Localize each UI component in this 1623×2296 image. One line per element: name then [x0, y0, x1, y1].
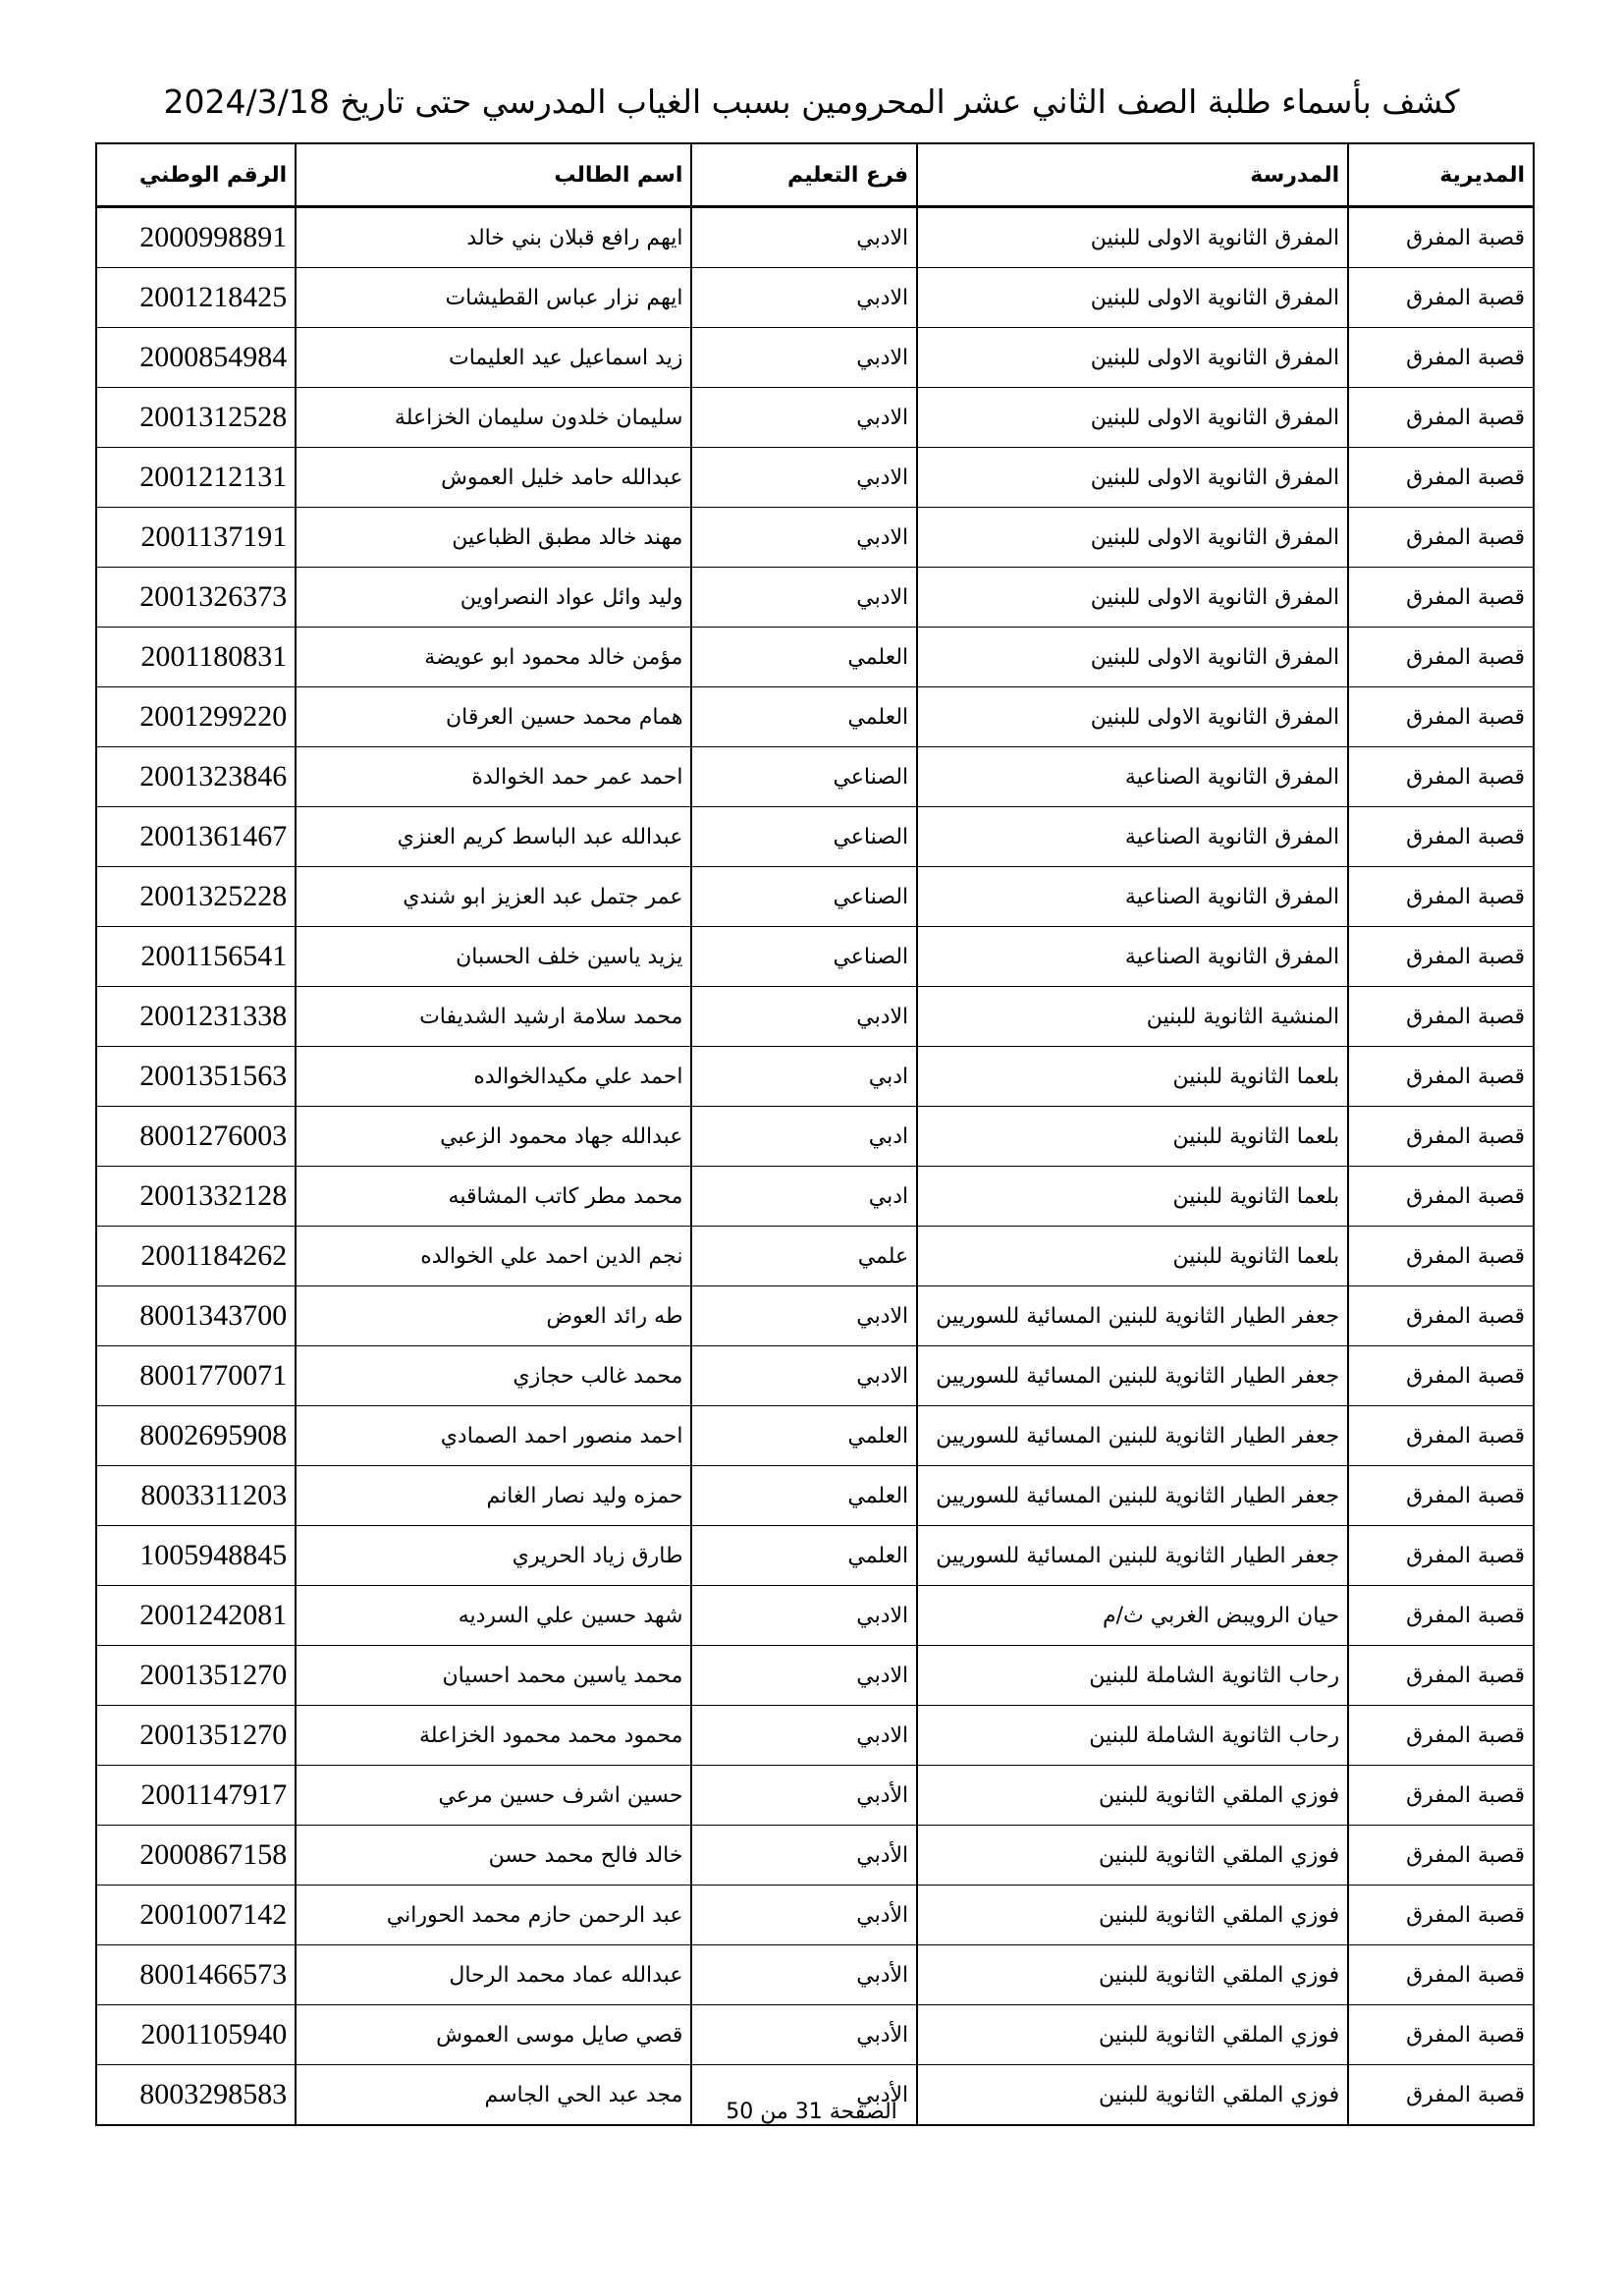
cell-student-name: شهد حسين علي السرديه: [296, 1586, 691, 1646]
cell-national-id: 2001351270: [96, 1646, 296, 1706]
cell-branch: علمي: [691, 1227, 917, 1286]
cell-directorate: قصبة المفرق: [1348, 1466, 1534, 1526]
cell-branch: الأدبي: [691, 2005, 917, 2065]
table-row: [96, 1406, 1534, 1466]
cell-school: جعفر الطيار الثانوية للبنين المسائية للسوريين: [917, 1526, 1348, 1586]
cell-student-name: يزيد ياسين خلف الحسبان: [296, 927, 691, 987]
table-row: [96, 807, 1534, 867]
cell-directorate: قصبة المفرق: [1348, 1826, 1534, 1886]
cell-national-id: 2001312528: [96, 388, 296, 448]
cell-directorate: قصبة المفرق: [1348, 1706, 1534, 1766]
cell-student-name: ايهم رافع قبلان بني خالد: [296, 207, 691, 268]
header-school: المدرسة: [917, 143, 1348, 207]
cell-national-id: 2001323846: [96, 747, 296, 807]
table-row: [96, 927, 1534, 987]
cell-branch: الأدبي: [691, 1886, 917, 1945]
table-row: [96, 207, 1534, 268]
cell-national-id: 2001332128: [96, 1167, 296, 1227]
cell-national-id: 2001351270: [96, 1706, 296, 1766]
cell-school: فوزي الملقي الثانوية للبنين: [917, 1826, 1348, 1886]
cell-student-name: عبد الرحمن حازم محمد الحوراني: [296, 1886, 691, 1945]
cell-student-name: حسين اشرف حسين مرعي: [296, 1766, 691, 1826]
table-row: [96, 1706, 1534, 1766]
cell-directorate: قصبة المفرق: [1348, 1766, 1534, 1826]
cell-directorate: قصبة المفرق: [1348, 1107, 1534, 1167]
table-row: [96, 1826, 1534, 1886]
cell-directorate: قصبة المفرق: [1348, 2005, 1534, 2065]
table-row: [96, 628, 1534, 687]
cell-branch: الادبي: [691, 987, 917, 1047]
table-row: [96, 508, 1534, 568]
cell-school: بلعما الثانوية للبنين: [917, 1167, 1348, 1227]
cell-national-id: 1005948845: [96, 1526, 296, 1586]
cell-school: المفرق الثانوية الصناعية: [917, 807, 1348, 867]
cell-national-id: 2000998891: [96, 207, 296, 268]
cell-school: فوزي الملقي الثانوية للبنين: [917, 1886, 1348, 1945]
cell-branch: الادبي: [691, 1346, 917, 1406]
cell-school: جعفر الطيار الثانوية للبنين المسائية للسوريين: [917, 1346, 1348, 1406]
cell-directorate: قصبة المفرق: [1348, 1886, 1534, 1945]
table-row: [96, 1286, 1534, 1346]
cell-student-name: مهند خالد مطبق الظباعين: [296, 508, 691, 568]
table-row: [96, 1766, 1534, 1826]
cell-student-name: محمد غالب حجازي: [296, 1346, 691, 1406]
cell-school: فوزي الملقي الثانوية للبنين: [917, 1766, 1348, 1826]
cell-directorate: قصبة المفرق: [1348, 1406, 1534, 1466]
header-national-id: الرقم الوطني: [96, 143, 296, 207]
table-row: [96, 867, 1534, 927]
cell-national-id: 2001326373: [96, 568, 296, 628]
cell-student-name: مؤمن خالد محمود ابو عويضة: [296, 628, 691, 687]
cell-branch: الادبي: [691, 268, 917, 328]
cell-school: جعفر الطيار الثانوية للبنين المسائية للسوريين: [917, 1286, 1348, 1346]
cell-school: بلعما الثانوية للبنين: [917, 1227, 1348, 1286]
cell-branch: ادبي: [691, 1047, 917, 1107]
cell-directorate: قصبة المفرق: [1348, 1526, 1534, 1586]
table-row: [96, 1466, 1534, 1526]
cell-national-id: 2001231338: [96, 987, 296, 1047]
cell-school: المفرق الثانوية الاولى للبنين: [917, 328, 1348, 388]
table-row: [96, 687, 1534, 747]
cell-directorate: قصبة المفرق: [1348, 927, 1534, 987]
cell-student-name: طارق زياد الحريري: [296, 1526, 691, 1586]
cell-student-name: عبدالله عماد محمد الرحال: [296, 1945, 691, 2005]
table-row: [96, 1047, 1534, 1107]
table-row: [96, 268, 1534, 328]
cell-school: جعفر الطيار الثانوية للبنين المسائية للسوريين: [917, 1466, 1348, 1526]
cell-school: المفرق الثانوية الصناعية: [917, 747, 1348, 807]
cell-directorate: قصبة المفرق: [1348, 867, 1534, 927]
cell-branch: الأدبي: [691, 1826, 917, 1886]
cell-directorate: قصبة المفرق: [1348, 207, 1534, 268]
cell-school: المفرق الثانوية الاولى للبنين: [917, 628, 1348, 687]
cell-school: جعفر الطيار الثانوية للبنين المسائية للسوريين: [917, 1406, 1348, 1466]
cell-branch: الادبي: [691, 568, 917, 628]
cell-directorate: قصبة المفرق: [1348, 328, 1534, 388]
cell-branch: الادبي: [691, 207, 917, 268]
cell-student-name: خالد فالح محمد حسن: [296, 1826, 691, 1886]
table-row: [96, 328, 1534, 388]
cell-national-id: 2001007142: [96, 1886, 296, 1945]
cell-directorate: قصبة المفرق: [1348, 388, 1534, 448]
cell-school: فوزي الملقي الثانوية للبنين: [917, 1945, 1348, 2005]
cell-directorate: قصبة المفرق: [1348, 1047, 1534, 1107]
table-row: [96, 1346, 1534, 1406]
cell-directorate: قصبة المفرق: [1348, 568, 1534, 628]
cell-national-id: 8001770071: [96, 1346, 296, 1406]
cell-branch: الصناعي: [691, 867, 917, 927]
cell-branch: الأدبي: [691, 1766, 917, 1826]
cell-student-name: حمزه وليد نصار الغانم: [296, 1466, 691, 1526]
table-row: [96, 747, 1534, 807]
cell-branch: الادبي: [691, 328, 917, 388]
cell-directorate: قصبة المفرق: [1348, 747, 1534, 807]
cell-national-id: 2001105940: [96, 2005, 296, 2065]
cell-school: فوزي الملقي الثانوية للبنين: [917, 2065, 1348, 2126]
table-row: [96, 2005, 1534, 2065]
table-row: [96, 568, 1534, 628]
cell-school: المنشية الثانوية للبنين: [917, 987, 1348, 1047]
header-name: اسم الطالب: [296, 143, 691, 207]
cell-student-name: مجد عبد الحي الجاسم: [296, 2065, 691, 2126]
cell-directorate: قصبة المفرق: [1348, 1227, 1534, 1286]
cell-national-id: 2000867158: [96, 1826, 296, 1886]
cell-national-id: 2001325228: [96, 867, 296, 927]
cell-national-id: 2001147917: [96, 1766, 296, 1826]
cell-national-id: 2001156541: [96, 927, 296, 987]
cell-student-name: عبدالله جهاد محمود الزعبي: [296, 1107, 691, 1167]
cell-national-id: 8003311203: [96, 1466, 296, 1526]
cell-branch: العلمي: [691, 1406, 917, 1466]
cell-branch: الادبي: [691, 388, 917, 448]
cell-student-name: زيد اسماعيل عيد العليمات: [296, 328, 691, 388]
cell-school: المفرق الثانوية الاولى للبنين: [917, 268, 1348, 328]
cell-student-name: عمر جتمل عبد العزيز ابو شندي: [296, 867, 691, 927]
cell-school: المفرق الثانوية الاولى للبنين: [917, 687, 1348, 747]
cell-school: حيان الرويبض الغربي ث/م: [917, 1586, 1348, 1646]
cell-school: المفرق الثانوية الاولى للبنين: [917, 207, 1348, 268]
cell-directorate: قصبة المفرق: [1348, 1167, 1534, 1227]
cell-school: المفرق الثانوية الاولى للبنين: [917, 388, 1348, 448]
cell-student-name: ايهم نزار عباس القطيشات: [296, 268, 691, 328]
table-row: [96, 1227, 1534, 1286]
cell-branch: الادبي: [691, 1706, 917, 1766]
cell-branch: الصناعي: [691, 807, 917, 867]
cell-national-id: 2001218425: [96, 268, 296, 328]
table-row: [96, 987, 1534, 1047]
cell-directorate: قصبة المفرق: [1348, 807, 1534, 867]
table-row: [96, 1646, 1534, 1706]
cell-national-id: 2000854984: [96, 328, 296, 388]
cell-branch: العلمي: [691, 1466, 917, 1526]
cell-school: المفرق الثانوية الصناعية: [917, 927, 1348, 987]
cell-directorate: قصبة المفرق: [1348, 1586, 1534, 1646]
cell-student-name: محمد ياسين محمد احسيان: [296, 1646, 691, 1706]
cell-directorate: قصبة المفرق: [1348, 1286, 1534, 1346]
cell-student-name: محمد مطر كاتب المشاقبه: [296, 1167, 691, 1227]
table-row: [96, 1167, 1534, 1227]
cell-national-id: 2001299220: [96, 687, 296, 747]
cell-branch: ادبي: [691, 1107, 917, 1167]
cell-branch: العلمي: [691, 1526, 917, 1586]
cell-branch: الادبي: [691, 1586, 917, 1646]
cell-school: بلعما الثانوية للبنين: [917, 1107, 1348, 1167]
cell-branch: الأدبي: [691, 1945, 917, 2005]
table-row: [96, 1526, 1534, 1586]
cell-school: المفرق الثانوية الصناعية: [917, 867, 1348, 927]
header-branch: فرع التعليم: [691, 143, 917, 207]
cell-national-id: 8001276003: [96, 1107, 296, 1167]
cell-student-name: محمد سلامة ارشيد الشديفات: [296, 987, 691, 1047]
cell-directorate: قصبة المفرق: [1348, 2065, 1534, 2126]
cell-national-id: 8001343700: [96, 1286, 296, 1346]
cell-national-id: 2001184262: [96, 1227, 296, 1286]
cell-branch: الصناعي: [691, 747, 917, 807]
cell-student-name: طه رائد العوض: [296, 1286, 691, 1346]
cell-branch: العلمي: [691, 628, 917, 687]
cell-national-id: 2001361467: [96, 807, 296, 867]
cell-student-name: سليمان خلدون سليمان الخزاعلة: [296, 388, 691, 448]
header-directorate: المديرية: [1348, 143, 1534, 207]
cell-national-id: 2001180831: [96, 628, 296, 687]
cell-directorate: قصبة المفرق: [1348, 687, 1534, 747]
cell-directorate: قصبة المفرق: [1348, 1346, 1534, 1406]
table-body: [96, 207, 1534, 2126]
cell-branch: الأدبي: [691, 2065, 917, 2126]
cell-school: المفرق الثانوية الاولى للبنين: [917, 568, 1348, 628]
cell-national-id: 8003298583: [96, 2065, 296, 2126]
cell-student-name: وليد وائل عواد النصراوين: [296, 568, 691, 628]
cell-branch: الادبي: [691, 1286, 917, 1346]
cell-national-id: 2001137191: [96, 508, 296, 568]
cell-directorate: قصبة المفرق: [1348, 508, 1534, 568]
cell-school: رحاب الثانوية الشاملة للبنين: [917, 1646, 1348, 1706]
cell-student-name: همام محمد حسين العرقان: [296, 687, 691, 747]
cell-national-id: 2001351563: [96, 1047, 296, 1107]
cell-student-name: احمد علي مكيدالخوالده: [296, 1047, 691, 1107]
document-title: كشف بأسماء طلبة الصف الثاني عشر المحرومين بسبب الغياب المدرسي حتى تاريخ 2024/3/18: [163, 82, 1460, 121]
cell-school: المفرق الثانوية الاولى للبنين: [917, 508, 1348, 568]
cell-national-id: 8002695908: [96, 1406, 296, 1466]
cell-branch: ادبي: [691, 1167, 917, 1227]
cell-branch: الادبي: [691, 508, 917, 568]
table-header-row: [96, 143, 1534, 207]
cell-branch: الصناعي: [691, 927, 917, 987]
page-number: الصفحة 31 من 50: [726, 2100, 897, 2124]
cell-student-name: احمد عمر حمد الخوالدة: [296, 747, 691, 807]
cell-school: فوزي الملقي الثانوية للبنين: [917, 2005, 1348, 2065]
cell-student-name: احمد منصور احمد الصمادي: [296, 1406, 691, 1466]
cell-student-name: قصي صايل موسى العموش: [296, 2005, 691, 2065]
cell-student-name: نجم الدين احمد علي الخوالده: [296, 1227, 691, 1286]
cell-school: بلعما الثانوية للبنين: [917, 1047, 1348, 1107]
cell-student-name: محمود محمد محمود الخزاعلة: [296, 1706, 691, 1766]
cell-directorate: قصبة المفرق: [1348, 987, 1534, 1047]
table-row: [96, 1107, 1534, 1167]
cell-directorate: قصبة المفرق: [1348, 1646, 1534, 1706]
cell-branch: الادبي: [691, 448, 917, 508]
table-row: [96, 1945, 1534, 2005]
cell-branch: العلمي: [691, 687, 917, 747]
cell-branch: الادبي: [691, 1646, 917, 1706]
cell-national-id: 2001242081: [96, 1586, 296, 1646]
students-table: [95, 142, 1535, 2126]
cell-directorate: قصبة المفرق: [1348, 268, 1534, 328]
cell-student-name: عبدالله حامد خليل العموش: [296, 448, 691, 508]
cell-directorate: قصبة المفرق: [1348, 628, 1534, 687]
table-row: [96, 1886, 1534, 1945]
cell-directorate: قصبة المفرق: [1348, 1945, 1534, 2005]
cell-school: رحاب الثانوية الشاملة للبنين: [917, 1706, 1348, 1766]
cell-student-name: عبدالله عبد الباسط كريم العنزي: [296, 807, 691, 867]
table-row: [96, 448, 1534, 508]
table-row: [96, 388, 1534, 448]
cell-directorate: قصبة المفرق: [1348, 448, 1534, 508]
cell-school: المفرق الثانوية الاولى للبنين: [917, 448, 1348, 508]
table-row: [96, 1586, 1534, 1646]
cell-national-id: 2001212131: [96, 448, 296, 508]
cell-national-id: 8001466573: [96, 1945, 296, 2005]
